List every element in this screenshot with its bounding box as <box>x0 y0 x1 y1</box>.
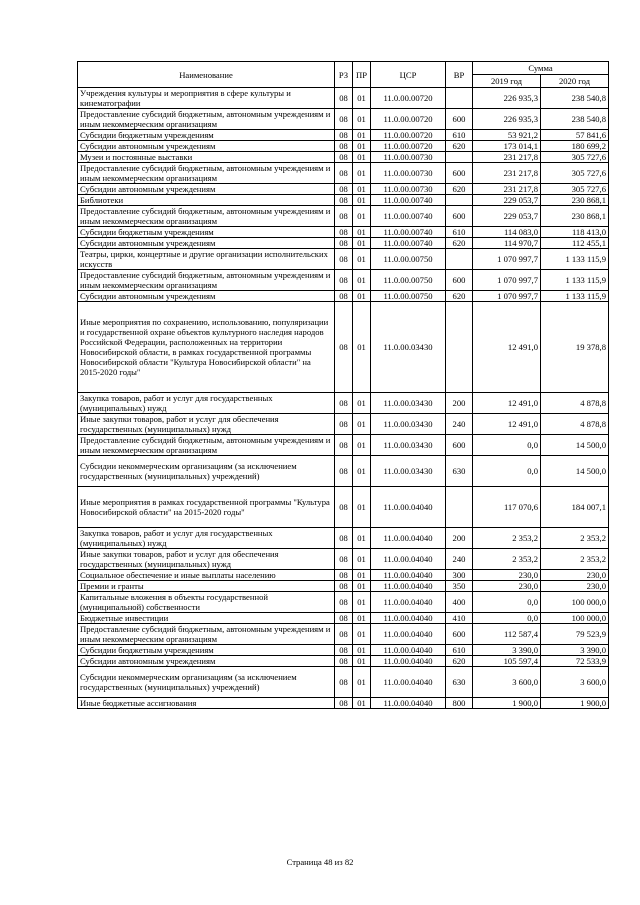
row-name-cell: Иные бюджетные ассигнования <box>78 698 335 709</box>
row-rz-cell: 08 <box>335 549 353 570</box>
row-csr-cell: 11.0.00.04040 <box>371 656 446 667</box>
row-vr-cell: 600 <box>446 435 473 456</box>
row-vr-cell: 240 <box>446 414 473 435</box>
row-vr-cell: 240 <box>446 549 473 570</box>
row-name-cell: Премии и гранты <box>78 581 335 592</box>
table-row <box>78 152 609 163</box>
row-vr-cell: 600 <box>446 206 473 227</box>
row-csr-cell: 11.0.00.00720 <box>371 109 446 130</box>
row-sum-2019-cell: 2 353,2 <box>473 528 541 549</box>
row-name-cell: Предоставление субсидий бюджетным, автономным учреждениям и иным некоммерческим организациям <box>78 624 335 645</box>
row-vr-cell: 610 <box>446 645 473 656</box>
table-row <box>78 206 609 227</box>
row-csr-cell: 11.0.00.04040 <box>371 613 446 624</box>
row-pr-cell: 01 <box>353 249 371 270</box>
table-row <box>78 645 609 656</box>
row-rz-cell: 08 <box>335 109 353 130</box>
row-sum-2020-cell: 57 841,6 <box>541 130 609 141</box>
row-sum-2020-cell: 3 390,0 <box>541 645 609 656</box>
row-vr-cell: 610 <box>446 227 473 238</box>
row-sum-2019-cell: 231 217,8 <box>473 152 541 163</box>
row-rz-cell: 08 <box>335 302 353 393</box>
row-sum-2020-cell: 238 540,8 <box>541 88 609 109</box>
table-row <box>78 195 609 206</box>
table-row <box>78 88 609 109</box>
row-name-cell: Предоставление субсидий бюджетным, автономным учреждениям и иным некоммерческим организациям <box>78 163 335 184</box>
table-row <box>78 549 609 570</box>
row-sum-2020-cell: 230 868,1 <box>541 195 609 206</box>
row-sum-2019-cell: 0,0 <box>473 435 541 456</box>
row-name-cell: Капитальные вложения в объекты государственной (муниципальной) собственности <box>78 592 335 613</box>
row-vr-cell: 620 <box>446 184 473 195</box>
row-sum-2019-cell: 1 070 997,7 <box>473 249 541 270</box>
row-rz-cell: 08 <box>335 667 353 698</box>
row-pr-cell: 01 <box>353 227 371 238</box>
row-pr-cell: 01 <box>353 592 371 613</box>
row-pr-cell: 01 <box>353 206 371 227</box>
row-pr-cell: 01 <box>353 698 371 709</box>
header-pr: ПР <box>353 62 371 88</box>
row-pr-cell: 01 <box>353 624 371 645</box>
row-pr-cell: 01 <box>353 163 371 184</box>
row-vr-cell: 600 <box>446 624 473 645</box>
row-name-cell: Субсидии автономным учреждениям <box>78 184 335 195</box>
row-name-cell: Иные закупки товаров, работ и услуг для обеспечения государственных (муниципальных) нужд <box>78 549 335 570</box>
row-pr-cell: 01 <box>353 195 371 206</box>
row-vr-cell: 400 <box>446 592 473 613</box>
table-row <box>78 270 609 291</box>
row-csr-cell: 11.0.00.00750 <box>371 291 446 302</box>
row-rz-cell: 08 <box>335 291 353 302</box>
row-sum-2020-cell: 305 727,6 <box>541 163 609 184</box>
table-row <box>78 141 609 152</box>
row-csr-cell: 11.0.00.00750 <box>371 270 446 291</box>
row-rz-cell: 08 <box>335 487 353 528</box>
table-row <box>78 393 609 414</box>
row-pr-cell: 01 <box>353 487 371 528</box>
row-vr-cell: 620 <box>446 141 473 152</box>
row-sum-2020-cell: 118 413,0 <box>541 227 609 238</box>
table-row <box>78 302 609 393</box>
row-sum-2019-cell: 2 353,2 <box>473 549 541 570</box>
row-csr-cell: 11.0.00.04040 <box>371 581 446 592</box>
row-sum-2020-cell: 2 353,2 <box>541 528 609 549</box>
row-sum-2020-cell: 1 133 115,9 <box>541 291 609 302</box>
row-pr-cell: 01 <box>353 238 371 249</box>
row-csr-cell: 11.0.00.04040 <box>371 592 446 613</box>
row-vr-cell: 800 <box>446 698 473 709</box>
row-sum-2020-cell: 14 500,0 <box>541 435 609 456</box>
row-name-cell: Иные мероприятия в рамках государственной программы "Культура Новосибирской области" на 2015-2020 годы" <box>78 487 335 528</box>
row-sum-2019-cell: 229 053,7 <box>473 195 541 206</box>
table-row <box>78 238 609 249</box>
table-row <box>78 184 609 195</box>
row-csr-cell: 11.0.00.03430 <box>371 302 446 393</box>
row-name-cell: Театры, цирки, концертные и другие организации исполнительских искусств <box>78 249 335 270</box>
row-name-cell: Закупка товаров, работ и услуг для государственных (муниципальных) нужд <box>78 393 335 414</box>
row-vr-cell <box>446 487 473 528</box>
table-row <box>78 592 609 613</box>
row-sum-2019-cell: 0,0 <box>473 456 541 487</box>
row-vr-cell: 630 <box>446 456 473 487</box>
row-sum-2020-cell: 1 900,0 <box>541 698 609 709</box>
row-sum-2019-cell: 3 390,0 <box>473 645 541 656</box>
row-pr-cell: 01 <box>353 270 371 291</box>
row-csr-cell: 11.0.00.04040 <box>371 645 446 656</box>
row-vr-cell: 600 <box>446 109 473 130</box>
row-sum-2020-cell: 2 353,2 <box>541 549 609 570</box>
row-rz-cell: 08 <box>335 184 353 195</box>
row-sum-2019-cell: 114 970,7 <box>473 238 541 249</box>
row-sum-2020-cell: 1 133 115,9 <box>541 249 609 270</box>
row-rz-cell: 08 <box>335 613 353 624</box>
row-rz-cell: 08 <box>335 130 353 141</box>
row-name-cell: Бюджетные инвестиции <box>78 613 335 624</box>
table-row <box>78 581 609 592</box>
row-rz-cell: 08 <box>335 581 353 592</box>
row-csr-cell: 11.0.00.04040 <box>371 624 446 645</box>
row-pr-cell: 01 <box>353 435 371 456</box>
row-pr-cell: 01 <box>353 302 371 393</box>
table-row <box>78 414 609 435</box>
row-csr-cell: 11.0.00.04040 <box>371 549 446 570</box>
header-year-2019: 2019 год <box>473 75 541 88</box>
row-rz-cell: 08 <box>335 435 353 456</box>
table-row <box>78 624 609 645</box>
row-rz-cell: 08 <box>335 570 353 581</box>
row-name-cell: Предоставление субсидий бюджетным, автономным учреждениям и иным некоммерческим организациям <box>78 435 335 456</box>
row-name-cell: Социальное обеспечение и иные выплаты населению <box>78 570 335 581</box>
row-csr-cell: 11.0.00.00730 <box>371 184 446 195</box>
row-sum-2019-cell: 0,0 <box>473 613 541 624</box>
table-row <box>78 528 609 549</box>
row-pr-cell: 01 <box>353 414 371 435</box>
row-rz-cell: 08 <box>335 227 353 238</box>
row-csr-cell: 11.0.00.03430 <box>371 435 446 456</box>
row-vr-cell <box>446 88 473 109</box>
row-sum-2019-cell: 173 014,1 <box>473 141 541 152</box>
row-name-cell: Иные мероприятия по сохранению, использованию, популяризации и государственной охране объектов культурного наследия народов Российской Федерации, расположенных на территории Новосибирской области, в рамках государственной программы Новосибирской области "Культура Новосибирской области" на 2015-2020 годы" <box>78 302 335 393</box>
table-row <box>78 291 609 302</box>
row-pr-cell: 01 <box>353 130 371 141</box>
header-name: Наименование <box>78 62 335 88</box>
row-sum-2020-cell: 1 133 115,9 <box>541 270 609 291</box>
row-sum-2020-cell: 100 000,0 <box>541 613 609 624</box>
row-vr-cell: 200 <box>446 528 473 549</box>
row-sum-2020-cell: 230,0 <box>541 570 609 581</box>
row-name-cell: Субсидии некоммерческим организациям (за исключением государственных (муниципальных) учреждений) <box>78 456 335 487</box>
row-sum-2020-cell: 305 727,6 <box>541 184 609 195</box>
table-row <box>78 130 609 141</box>
row-csr-cell: 11.0.00.04040 <box>371 487 446 528</box>
row-vr-cell: 630 <box>446 667 473 698</box>
row-vr-cell: 620 <box>446 291 473 302</box>
row-rz-cell: 08 <box>335 528 353 549</box>
page-footer: Страница 48 из 82 <box>286 857 354 867</box>
row-sum-2019-cell: 226 935,3 <box>473 88 541 109</box>
row-vr-cell <box>446 195 473 206</box>
row-sum-2019-cell: 105 597,4 <box>473 656 541 667</box>
row-name-cell: Закупка товаров, работ и услуг для государственных (муниципальных) нужд <box>78 528 335 549</box>
row-rz-cell: 08 <box>335 163 353 184</box>
row-sum-2019-cell: 53 921,2 <box>473 130 541 141</box>
row-sum-2020-cell: 100 000,0 <box>541 592 609 613</box>
row-sum-2019-cell: 12 491,0 <box>473 393 541 414</box>
row-sum-2020-cell: 3 600,0 <box>541 667 609 698</box>
row-rz-cell: 08 <box>335 249 353 270</box>
row-pr-cell: 01 <box>353 88 371 109</box>
row-rz-cell: 08 <box>335 592 353 613</box>
row-pr-cell: 01 <box>353 528 371 549</box>
row-name-cell: Иные закупки товаров, работ и услуг для обеспечения государственных (муниципальных) нужд <box>78 414 335 435</box>
row-rz-cell: 08 <box>335 141 353 152</box>
row-pr-cell: 01 <box>353 141 371 152</box>
row-csr-cell: 11.0.00.00720 <box>371 88 446 109</box>
row-vr-cell: 600 <box>446 163 473 184</box>
header-sum: Сумма <box>473 62 609 75</box>
row-vr-cell: 200 <box>446 393 473 414</box>
row-vr-cell: 410 <box>446 613 473 624</box>
row-pr-cell: 01 <box>353 549 371 570</box>
row-sum-2019-cell: 230,0 <box>473 570 541 581</box>
row-name-cell: Субсидии автономным учреждениям <box>78 141 335 152</box>
row-rz-cell: 08 <box>335 88 353 109</box>
table-row <box>78 698 609 709</box>
row-csr-cell: 11.0.00.00730 <box>371 163 446 184</box>
row-csr-cell: 11.0.00.04040 <box>371 667 446 698</box>
row-name-cell: Библиотеки <box>78 195 335 206</box>
row-vr-cell <box>446 152 473 163</box>
row-sum-2020-cell: 14 500,0 <box>541 456 609 487</box>
row-name-cell: Субсидии автономным учреждениям <box>78 291 335 302</box>
row-sum-2019-cell: 0,0 <box>473 592 541 613</box>
header-csr: ЦСР <box>371 62 446 88</box>
row-rz-cell: 08 <box>335 656 353 667</box>
table-row <box>78 656 609 667</box>
row-pr-cell: 01 <box>353 152 371 163</box>
row-name-cell: Субсидии бюджетным учреждениям <box>78 227 335 238</box>
row-rz-cell: 08 <box>335 698 353 709</box>
table-row <box>78 435 609 456</box>
row-vr-cell: 620 <box>446 656 473 667</box>
row-name-cell: Субсидии бюджетным учреждениям <box>78 645 335 656</box>
row-pr-cell: 01 <box>353 581 371 592</box>
row-sum-2019-cell: 1 900,0 <box>473 698 541 709</box>
row-name-cell: Предоставление субсидий бюджетным, автономным учреждениям и иным некоммерческим организациям <box>78 270 335 291</box>
row-csr-cell: 11.0.00.04040 <box>371 698 446 709</box>
header-rz: РЗ <box>335 62 353 88</box>
row-vr-cell <box>446 302 473 393</box>
row-sum-2020-cell: 180 699,2 <box>541 141 609 152</box>
row-name-cell: Субсидии некоммерческим организациям (за исключением государственных (муниципальных) учреждений) <box>78 667 335 698</box>
row-pr-cell: 01 <box>353 613 371 624</box>
row-sum-2020-cell: 112 455,1 <box>541 238 609 249</box>
row-sum-2019-cell: 112 587,4 <box>473 624 541 645</box>
row-csr-cell: 11.0.00.00720 <box>371 130 446 141</box>
row-sum-2020-cell: 230 868,1 <box>541 206 609 227</box>
row-sum-2019-cell: 1 070 997,7 <box>473 270 541 291</box>
row-csr-cell: 11.0.00.00740 <box>371 227 446 238</box>
header-year-2020: 2020 год <box>541 75 609 88</box>
row-csr-cell: 11.0.00.04040 <box>371 570 446 581</box>
row-sum-2019-cell: 117 070,6 <box>473 487 541 528</box>
row-pr-cell: 01 <box>353 184 371 195</box>
table-row <box>78 487 609 528</box>
row-sum-2019-cell: 12 491,0 <box>473 302 541 393</box>
row-pr-cell: 01 <box>353 667 371 698</box>
table-row <box>78 667 609 698</box>
header-vr: ВР <box>446 62 473 88</box>
row-sum-2020-cell: 4 878,8 <box>541 393 609 414</box>
row-rz-cell: 08 <box>335 414 353 435</box>
row-name-cell: Субсидии автономным учреждениям <box>78 656 335 667</box>
row-vr-cell: 620 <box>446 238 473 249</box>
row-rz-cell: 08 <box>335 238 353 249</box>
row-csr-cell: 11.0.00.03430 <box>371 456 446 487</box>
row-sum-2019-cell: 1 070 997,7 <box>473 291 541 302</box>
row-csr-cell: 11.0.00.00740 <box>371 238 446 249</box>
row-name-cell: Учреждения культуры и мероприятия в сфере культуры и кинематографии <box>78 88 335 109</box>
row-sum-2020-cell: 72 533,9 <box>541 656 609 667</box>
row-sum-2019-cell: 3 600,0 <box>473 667 541 698</box>
table-row <box>78 227 609 238</box>
row-pr-cell: 01 <box>353 456 371 487</box>
row-csr-cell: 11.0.00.03430 <box>371 414 446 435</box>
row-sum-2019-cell: 229 053,7 <box>473 206 541 227</box>
row-sum-2019-cell: 231 217,8 <box>473 163 541 184</box>
row-rz-cell: 08 <box>335 270 353 291</box>
row-pr-cell: 01 <box>353 109 371 130</box>
row-vr-cell <box>446 249 473 270</box>
row-name-cell: Музеи и постоянные выставки <box>78 152 335 163</box>
row-vr-cell: 300 <box>446 570 473 581</box>
row-pr-cell: 01 <box>353 656 371 667</box>
table-row <box>78 249 609 270</box>
row-name-cell: Предоставление субсидий бюджетным, автономным учреждениям и иным некоммерческим организациям <box>78 206 335 227</box>
budget-table <box>77 61 609 709</box>
row-csr-cell: 11.0.00.04040 <box>371 528 446 549</box>
table-row <box>78 163 609 184</box>
row-sum-2019-cell: 231 217,8 <box>473 184 541 195</box>
row-sum-2020-cell: 238 540,8 <box>541 109 609 130</box>
row-rz-cell: 08 <box>335 206 353 227</box>
row-vr-cell: 600 <box>446 270 473 291</box>
row-name-cell: Субсидии автономным учреждениям <box>78 238 335 249</box>
row-sum-2019-cell: 114 083,0 <box>473 227 541 238</box>
row-sum-2019-cell: 230,0 <box>473 581 541 592</box>
row-sum-2020-cell: 4 878,8 <box>541 414 609 435</box>
row-sum-2020-cell: 79 523,9 <box>541 624 609 645</box>
row-vr-cell: 610 <box>446 130 473 141</box>
row-vr-cell: 350 <box>446 581 473 592</box>
row-rz-cell: 08 <box>335 393 353 414</box>
row-rz-cell: 08 <box>335 456 353 487</box>
row-name-cell: Субсидии бюджетным учреждениям <box>78 130 335 141</box>
row-csr-cell: 11.0.00.00740 <box>371 206 446 227</box>
table-row <box>78 613 609 624</box>
row-sum-2020-cell: 305 727,6 <box>541 152 609 163</box>
row-rz-cell: 08 <box>335 195 353 206</box>
row-rz-cell: 08 <box>335 624 353 645</box>
table-body <box>78 88 609 709</box>
row-csr-cell: 11.0.00.00720 <box>371 141 446 152</box>
row-pr-cell: 01 <box>353 393 371 414</box>
row-csr-cell: 11.0.00.00730 <box>371 152 446 163</box>
row-rz-cell: 08 <box>335 152 353 163</box>
row-csr-cell: 11.0.00.03430 <box>371 393 446 414</box>
table-row <box>78 109 609 130</box>
row-sum-2019-cell: 12 491,0 <box>473 414 541 435</box>
row-sum-2020-cell: 184 007,1 <box>541 487 609 528</box>
table-row <box>78 570 609 581</box>
row-sum-2020-cell: 230,0 <box>541 581 609 592</box>
row-name-cell: Предоставление субсидий бюджетным, автономным учреждениям и иным некоммерческим организациям <box>78 109 335 130</box>
row-csr-cell: 11.0.00.00740 <box>371 195 446 206</box>
row-rz-cell: 08 <box>335 645 353 656</box>
row-sum-2020-cell: 19 378,8 <box>541 302 609 393</box>
row-pr-cell: 01 <box>353 291 371 302</box>
table-row <box>78 456 609 487</box>
row-csr-cell: 11.0.00.00750 <box>371 249 446 270</box>
row-sum-2019-cell: 226 935,3 <box>473 109 541 130</box>
row-pr-cell: 01 <box>353 645 371 656</box>
row-pr-cell: 01 <box>353 570 371 581</box>
